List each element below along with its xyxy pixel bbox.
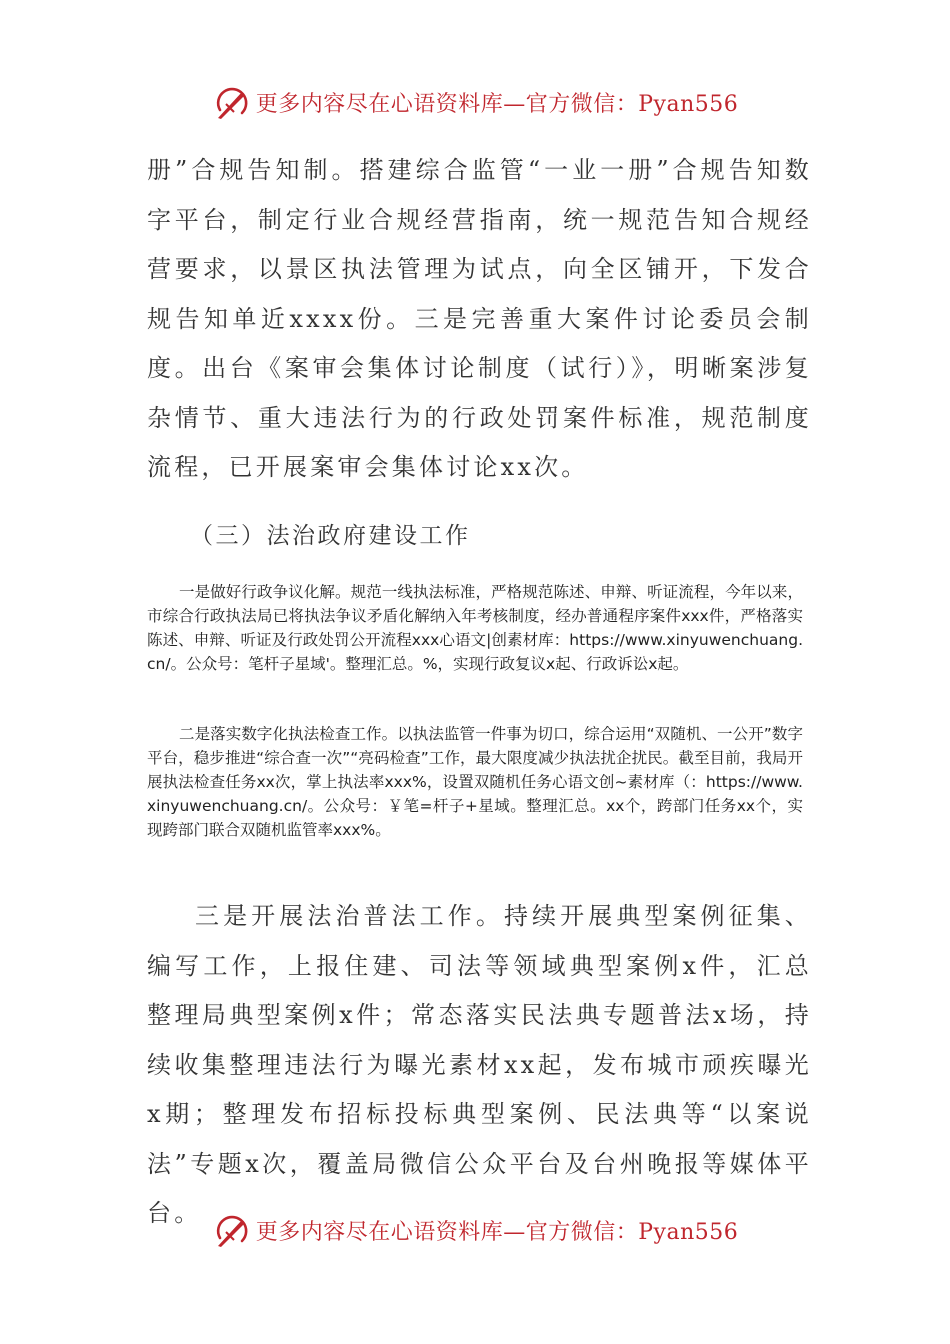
section-heading: （三）法治政府建设工作 xyxy=(190,523,471,549)
pen-circle-logo-icon xyxy=(212,1210,252,1250)
header-banner xyxy=(0,80,950,124)
body-paragraph-1: 册”合规告知制。搭建综合监管“一业一册”合规告知数字平台，制定行业合规经营指南，统一规范告知合规经营要求，以景区执法管理为试点，向全区铺开，下发合规告知单近xxxx份。三是完善重大案件讨论委员会制度。出台《案审会集体讨论制度（试行）》，明晰案涉复杂情节、重大违法行为的行政处罚案件标准，规范制度流程，已开展案审会集体讨论xx次。 xyxy=(147,156,812,481)
body-paragraph-small-2: 二是落实数字化执法检查工作。以执法监管一件事为切口，综合运用“双随机、一公开”数字平台，稳步推进“综合查一次”“亮码检查”工作，最大限度减少执法扰企扰民。截至目前，我局开展执法检查任务xx次，掌上执法率xxx%，设置双随机任务心语文创~素材库（：https://www.xinyuwenchuang.cn/。公众号：￥笔=杆子+星域。整理汇总。xx个，跨部门任务xx个，实现跨部门联合双随机监管率xxx%。 xyxy=(147,725,803,839)
body-paragraph-2: 三是开展法治普法工作。持续开展典型案例征集、编写工作，上报住建、司法等领域典型案例x件，汇总整理局典型案例x件；常态落实民法典专题普法x场，持续收集整理违法行为曝光素材xx起，发布城市顽疾曝光x期；整理发布招标投标典型案例、民法典等“以案说法”专题x次，覆盖局微信公众平台及台州晚报等媒体平台。 xyxy=(147,902,812,1227)
pen-circle-logo-icon xyxy=(212,82,252,122)
footer-banner-text: 更多内容尽在心语资料库—官方微信：Pyan556 xyxy=(255,1219,739,1245)
footer-banner xyxy=(0,1208,950,1252)
header-banner-text: 更多内容尽在心语资料库—官方微信：Pyan556 xyxy=(255,91,739,117)
body-paragraph-small-1: 一是做好行政争议化解。规范一线执法标准，严格规范陈述、申辩、听证流程，今年以来，市综合行政执法局已将执法争议矛盾化解纳入年考核制度，经办普通程序案件xxx件，严格落实陈述、申辩、听证及行政处罚公开流程xxx心语文|创素材库：https://www.xinyuwenchuang.cn/。公众号：笔杆子星域'。整理汇总。%，实现行政复议x起、行政诉讼x起。 xyxy=(147,583,803,673)
